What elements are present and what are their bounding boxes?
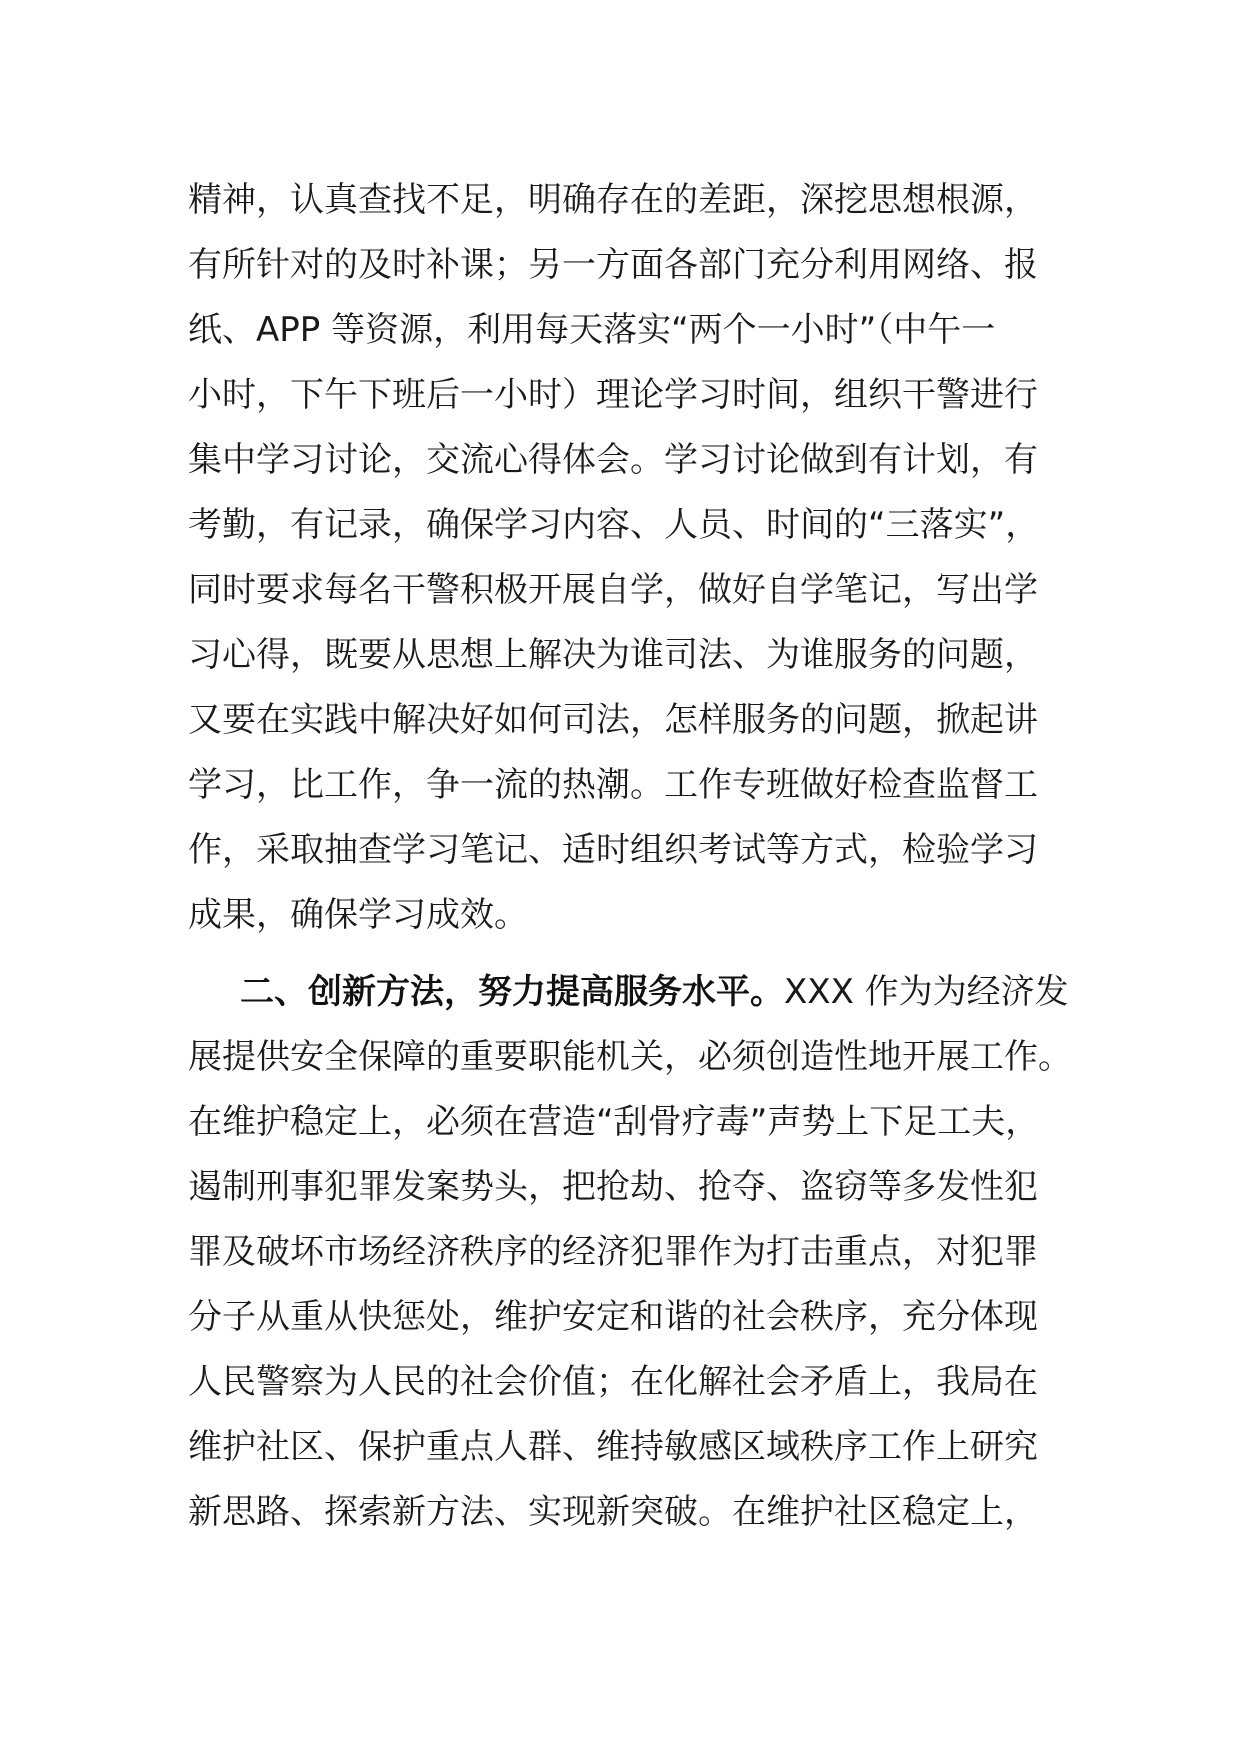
text-line: 同时要求每名干警积极开展自学，做好自学笔记，写出学 — [188, 570, 1038, 610]
text-line: 习心得，既要从思想上解决为谁司法、为谁服务的问题， — [188, 635, 1038, 675]
text-line: 维护社区、保护重点人群、维持敏感区域秩序工作上研究 — [188, 1427, 1038, 1467]
paragraph-spacer — [188, 948, 1058, 960]
text-line: 有所针对的及时补课；另一方面各部门充分利用网络、报 — [188, 245, 1038, 285]
text-line: 纸、APP 等资源，利用每天落实“两个一小时”（中午一 — [188, 310, 996, 350]
document-body — [188, 168, 1072, 1545]
text-line: 精神，认真查找不足，明确存在的差距，深挖思想根源， — [188, 180, 1038, 220]
text-line: 在维护稳定上，必须在营造“刮骨疗毒”声势上下足工夫， — [188, 1102, 1040, 1142]
text-line: 罪及破坏市场经济秩序的经济犯罪作为打击重点，对犯罪 — [188, 1232, 1038, 1272]
text-line: 人民警察为人民的社会价值；在化解社会矛盾上，我局在 — [188, 1362, 1038, 1402]
text-line: 成果，确保学习成效。 — [188, 895, 528, 935]
text-line: 集中学习讨论，交流心得体会。学习讨论做到有计划，有 — [188, 440, 1038, 480]
text-line: 展提供安全保障的重要职能机关，必须创造性地开展工作。 — [188, 1037, 1072, 1077]
text-line: 学习，比工作，争一流的热潮。工作专班做好检查监督工 — [188, 765, 1038, 805]
paragraph-innovation — [188, 960, 1072, 1545]
text-line: 遏制刑事犯罪发案势头，把抢劫、抢夺、盗窃等多发性犯 — [188, 1167, 1038, 1207]
text-line-first — [188, 960, 1069, 1025]
section-heading: 二、创新方法，努力提高服务水平。 — [240, 972, 784, 1012]
text-line: 作，采取抽查学习笔记、适时组织考试等方式，检验学习 — [188, 830, 1038, 870]
heading-continuation: XXX 作为为经济发 — [784, 972, 1069, 1012]
paragraph-study — [188, 168, 1058, 948]
text-line: 新思路、探索新方法、实现新突破。在维护社区稳定上， — [188, 1492, 1038, 1532]
text-line: 分子从重从快惩处，维护安定和谐的社会秩序，充分体现 — [188, 1297, 1038, 1337]
text-line: 考勤，有记录，确保学习内容、人员、时间的“三落实”， — [188, 505, 1040, 545]
text-line: 小时，下午下班后一小时）理论学习时间，组织干警进行 — [188, 375, 1038, 415]
text-line: 又要在实践中解决好如何司法，怎样服务的问题，掀起讲 — [188, 700, 1038, 740]
